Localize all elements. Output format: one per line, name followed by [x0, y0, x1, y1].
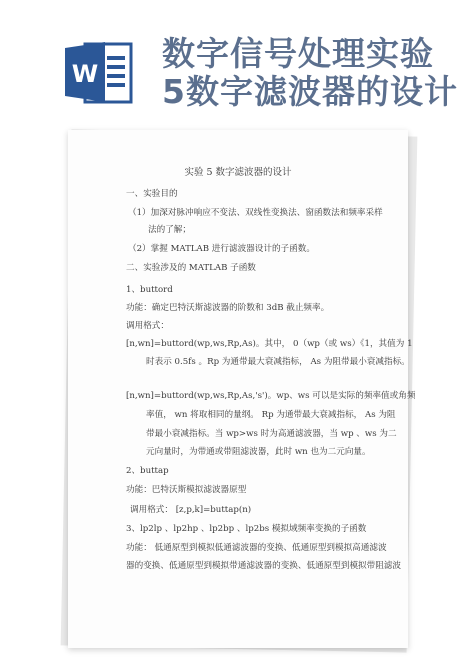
text-line: 功能：确定巴特沃斯滤波器的阶数和 3dB 截止频率。: [126, 303, 330, 313]
subsection-heading: 3、lp2lp 、lp2hp 、lp2bp 、lp2bs 模拟域频率变换的子函数: [126, 524, 367, 534]
svg-text:W: W: [71, 60, 99, 88]
page-title: 实验 5 数字滤波器的设计: [184, 167, 292, 178]
text-line: （1）加深对脉冲响应不变法、双线性变换法、窗函数法和频率采样: [128, 208, 383, 218]
code-line: [n,wn]=buttord(wp,ws,Rp,As)。其中， 0（wp（或 ws）《1，其值为 1: [126, 339, 413, 349]
text-line: 功能： 低通原型到模拟低通滤波器的变换、低通原型到模拟高通滤波: [126, 543, 387, 553]
text-line: 率值， wn 将取相同的量纲。 Rp 为通带最大衰减指标， As 为阻: [146, 410, 396, 420]
section-heading: 一、实验目的: [126, 189, 178, 199]
text-line: 功能：巴特沃斯模拟滤波器原型: [126, 485, 247, 495]
code-line: 调用格式： [z,p,k]=buttap(n): [130, 505, 252, 515]
text-line: 器的变换、低通原型到模拟带通滤波器的变换、低通原型到模拟带阻滤波: [126, 561, 402, 571]
section-heading: 二、实验涉及的 MATLAB 子函数: [126, 263, 256, 273]
text-line: （2）掌握 MATLAB 进行滤波器设计的子函数。: [128, 244, 315, 254]
document-page: [68, 130, 416, 648]
text-line: 法的了解；: [148, 225, 191, 235]
text-line: 元向量时，为带通或带阻滤波器，此时 wn 也为二元向量。: [146, 447, 371, 457]
document-title-line-2: 5数字滤波器的设计: [162, 72, 458, 111]
word-document-icon: [63, 38, 135, 106]
code-line: [n,wn]=buttord(wp,ws,Rp,As,'s')。wp、ws 可以是实际的频率值或角频: [126, 391, 416, 401]
subsection-heading: 1、buttord: [126, 285, 173, 295]
text-line: 带最小衰减指标。当 wp>ws 时为高通滤波器，当 wp 、ws 为二: [146, 429, 397, 439]
text-line: 调用格式：: [126, 321, 169, 331]
subsection-heading: 2、buttap: [126, 466, 169, 476]
header-banner: [0, 0, 474, 125]
document-title-line-1: 数字信号处理实验: [162, 34, 434, 73]
text-line: 时表示 0.5fs 。Rp 为通带最大衰减指标， As 为阻带最小衰减指标。: [146, 357, 410, 367]
